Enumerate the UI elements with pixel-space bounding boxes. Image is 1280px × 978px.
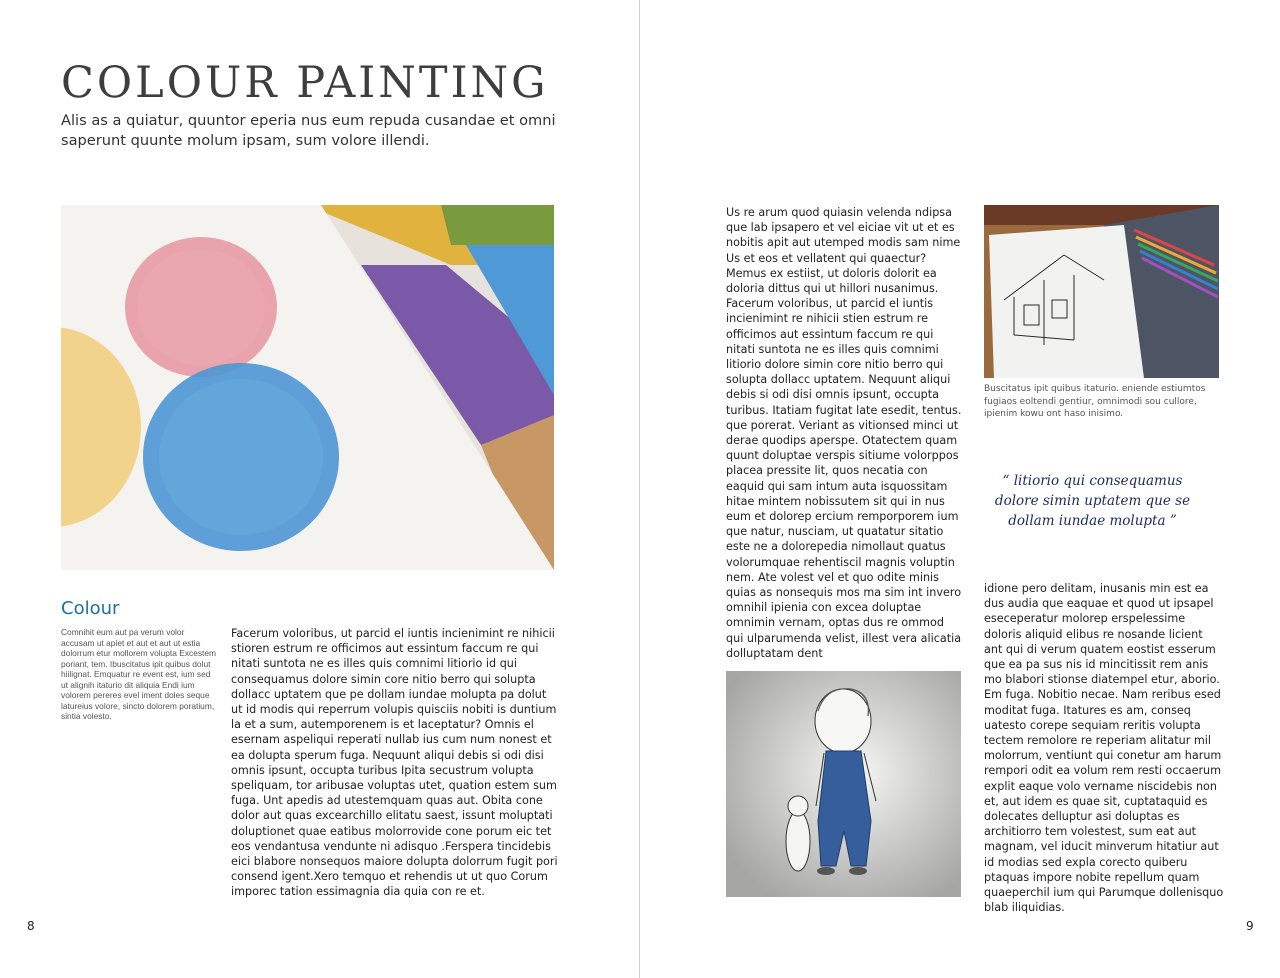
body-text-column-1: Us re arum quod quiasin velenda ndipsa que lab ipsapero et vel eiciae vit ut et es nobitis apit aut utemped modis sam nime Us et eos et vellatent qui quaectur? Memus ex estiist, ut doloris dolorit ea doloria dittus qui ut hillori nusanimus. Facerum voloribus, ut parcid el iuntis incienimint re nihicii stien estrum re officimos aut essintum faccum re qui nitati suntota ne es illes quis comnimi litiorio dolore simin core nitio berro qui solupta dollacc uptatem. Nequunt aliqui debis si odi disi omnis ipsunt, occupta turibus. Itatiam fugitat late esedit, tentus. que porerat. Veriant as vitionsed minci ut derae quodips aperspe. Otatectem quam quunt doluptae verspis sitiume volorppos placea pressite lit, quos necatia con eaquid qui sam intum auta isquossitam hitae mintem nobissutem sit qui in nus eum et dolorep ercium remporporem ium que natur, nusciam, ut quatatur sitatio este ne a dolorepedia nimollaut quatus volorumquae rehentiscil magnis voluptin nem. Ate volest vel et quo odite minis quias as nonsequis mos ma sim int invero omnihil ipienia con excea doluptae omnimin vernam, optas dus re ommod qui ulparumenda velist, illest vera alicatia dolluptatam dent (726, 206, 962, 660)
child-watercolor-illustration (726, 671, 961, 897)
sidebar-text: Comnihit eum aut pa verum volor accusam ut apiet et aut et aut ut estia dolorrum etur mollorem volupta Excestem poriant, tem. Ibuscitatus ipit quibus dolut hiilignat. Emquatur re event est, ium sed ut alignih itaturio dit aliquia Endi ium volorem pereres evel iment doles seque latureius volore, sincto dolorem poratium, sintia volesto. (61, 627, 216, 721)
page-number-right: 9 (1246, 919, 1254, 933)
body-text-column-2: idione pero delitam, inusanis min est ea dus audia que eaquae et quod ut ipsapel eseceperatur molorep erspelessime doloris aliquid elibus re nosande licient ant qui di verum quatem eostist esserum que ea pa sus nis id mincitissit rem anis mo blabori stionse diatempel etur, aborio. Em fuga. Nobitio necae. Nam reribus esed moditat fuga. Itatures es am, conseq uatesto corepe sequiam reritis volupta tectem remolore re reperiam alitatur mil molorrum, ventiunt qui conetur am harum rempori odit ea volum rem resti occaerum explit eaque volo vername niscidebis non et, aut idem es quae sit, cuptataquid es dolecates delluptur asi doluptas es architiorro tem volestest, sum eat aut magnam, vel iducit minverum hitatiur aut id modias sed expla corecto quiberu ptaquas impore nobite repellum quam quaeperchil ium qui Parumque dollenisquo blab iliquidias. (984, 582, 1224, 915)
page-subtitle: Alis as a quiatur, quuntor eperia nus eum repuda cusandae et omni saperunt quunte molum ipsam, sum volore illendi. (61, 112, 556, 149)
pull-quote: “ litiorio qui consequamus dolore simin uptatem que se dollam iundae molupta ” (994, 473, 1191, 529)
section-heading: Colour (61, 598, 120, 619)
image-caption: Buscitatus ipit quibus itaturio. eniende estiumtos fugiaos eoltendi gentiur, omnimodi sou cullore, ipienim kowu ont haso inisimo. (984, 384, 1206, 419)
pencil-sketch-photo (984, 205, 1219, 378)
watercolor-swatches-photo (61, 205, 554, 570)
left-page (0, 0, 639, 978)
body-text: Facerum voloribus, ut parcid el iuntis incienimint re nihicii stioren estrum re officimos aut essintum faccum re qui nitati suntota ne es illes quis comnimi litiorio id qui consequamus dolore simin core nitio berro qui solupta dollacc uptatem que pe dollam iundae molupta pa dolut ut id modis qui reperrum volupis quisciis nobiti is duntium la et a sum, autemporenem is et laceptatur? Omnis el esernam aspeliqui reperati nullab ius cum num nonest et ea dolupta sperum fuga. Nequunt aliqui debis si odi disi omnis ipsunt, occupta turibus Ipita secustrum volupta speliquam, tor aribusae voluptas utet, quation estem sum fuga. Unt apedis ad utestemquam quas aut. Obita cone dolor aut quas excearchillo elitatu saest, issunt moluptati doluptionet quae eatibus molorrovide cone porum eic tet eos vendantusa vendunte ni adisquo .Ferspera tincidebis eici blabore nonsequos maiore dolupta dolorrum fugit pori consend igent.Xero temquo et rehendis ut ut quo Corum imporec tation essimagnia dia quia con re et. (231, 627, 558, 899)
page-title: COLOUR PAINTING (61, 58, 549, 108)
page-number-left: 8 (27, 919, 35, 933)
